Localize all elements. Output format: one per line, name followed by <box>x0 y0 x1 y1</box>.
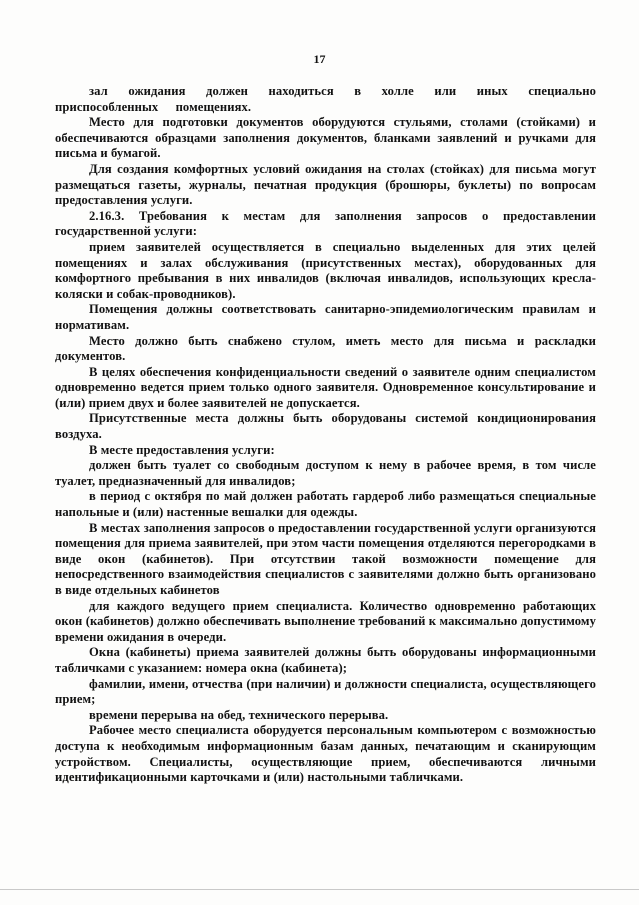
scan-edge-line <box>0 889 639 890</box>
paragraph: времени перерыва на обед, технического перерыва. <box>89 707 389 722</box>
paragraph: Для создания комфортных условий ожидания на столах (стойках) для письма могут размещаться газеты, журналы, печатная продукция (брошюры, буклеты) по вопросам предоставления услуги. <box>55 161 596 208</box>
paragraph: В месте предоставления услуги: <box>89 442 275 457</box>
paragraph: зал ожидания должен находиться в холле или иных специально приспособленных помещениях. <box>55 84 596 114</box>
paragraph: Окна (кабинеты) приема заявителей должны быть оборудованы информационными табличками с указанием: номера окна (кабинета); <box>55 645 596 675</box>
paragraph: Место для подготовки документов оборудуются стульями, столами (стойками) и обеспечиваются образцами заполнения документов, бланками заявлений и ручками для письма и бумагой. <box>55 115 596 161</box>
paragraph: фамилии, имени, отчества (при наличии) и должности специалиста, осуществляющего прием; <box>55 676 596 707</box>
paragraph: прием заявителей осуществляется в специально выделенных для этих целей помещениях и залах обслуживания (присутственных местах), оборудованных для комфортного пребывания в них инвалидов (включая инвалидов, использующих кресла-коляски и собак-проводников). <box>55 239 596 301</box>
paragraph: Присутственные места должны быть оборудованы системой кондиционирования воздуха. <box>55 411 596 442</box>
paragraph: должен быть туалет со свободным доступом к нему в рабочее время, в том числе туалет, предназначенный для инвалидов; <box>55 458 596 488</box>
document-body <box>55 84 596 786</box>
paragraph: Помещения должны соответствовать санитарно-эпидемиологическим правилам и нормативам. <box>55 302 596 332</box>
paragraph: 2.16.3. Требования к местам для заполнения запросов о предоставлении государственной услуги: <box>55 208 596 239</box>
paragraph: В целях обеспечения конфиденциальности сведений о заявителе одним специалистом одновременно ведется прием только одного заявителя. Одновременное консультирование и (или) прием двух и более заявителей не допускается. <box>55 364 596 410</box>
paragraph: для каждого ведущего прием специалиста. Количество одновременно работающих окон (кабинетов) должно обеспечивать выполнение требований к максимально допустимому времени ожидания в очереди. <box>55 598 596 644</box>
paragraph: Место должно быть снабжено стулом, иметь место для письма и раскладки документов. <box>55 333 596 364</box>
paragraph: в период с октября по май должен работать гардероб либо размещаться специальные напольные и (или) настенные вешалки для одежды. <box>55 489 596 520</box>
paragraph: Рабочее место специалиста оборудуется персональным компьютером с возможностью доступа к необходимым информационным базам данных, печатающим и сканирующим устройством. Специалисты, осуществляющие прием, обеспечиваются личными идентификационными карточками и (или) настольными табличками. <box>55 723 596 785</box>
paragraph: В местах заполнения запросов о предоставлении государственной услуги организуются помещения для приема заявителей, при этом части помещения отделяются перегородками в виде окон (кабинетов). При отсутствии такой возможности помещение для непосредственного взаимодействия специалистов с заявителями должно быть организовано в виде отдельных кабинетов <box>55 520 596 597</box>
page-number: 17 <box>313 52 326 66</box>
